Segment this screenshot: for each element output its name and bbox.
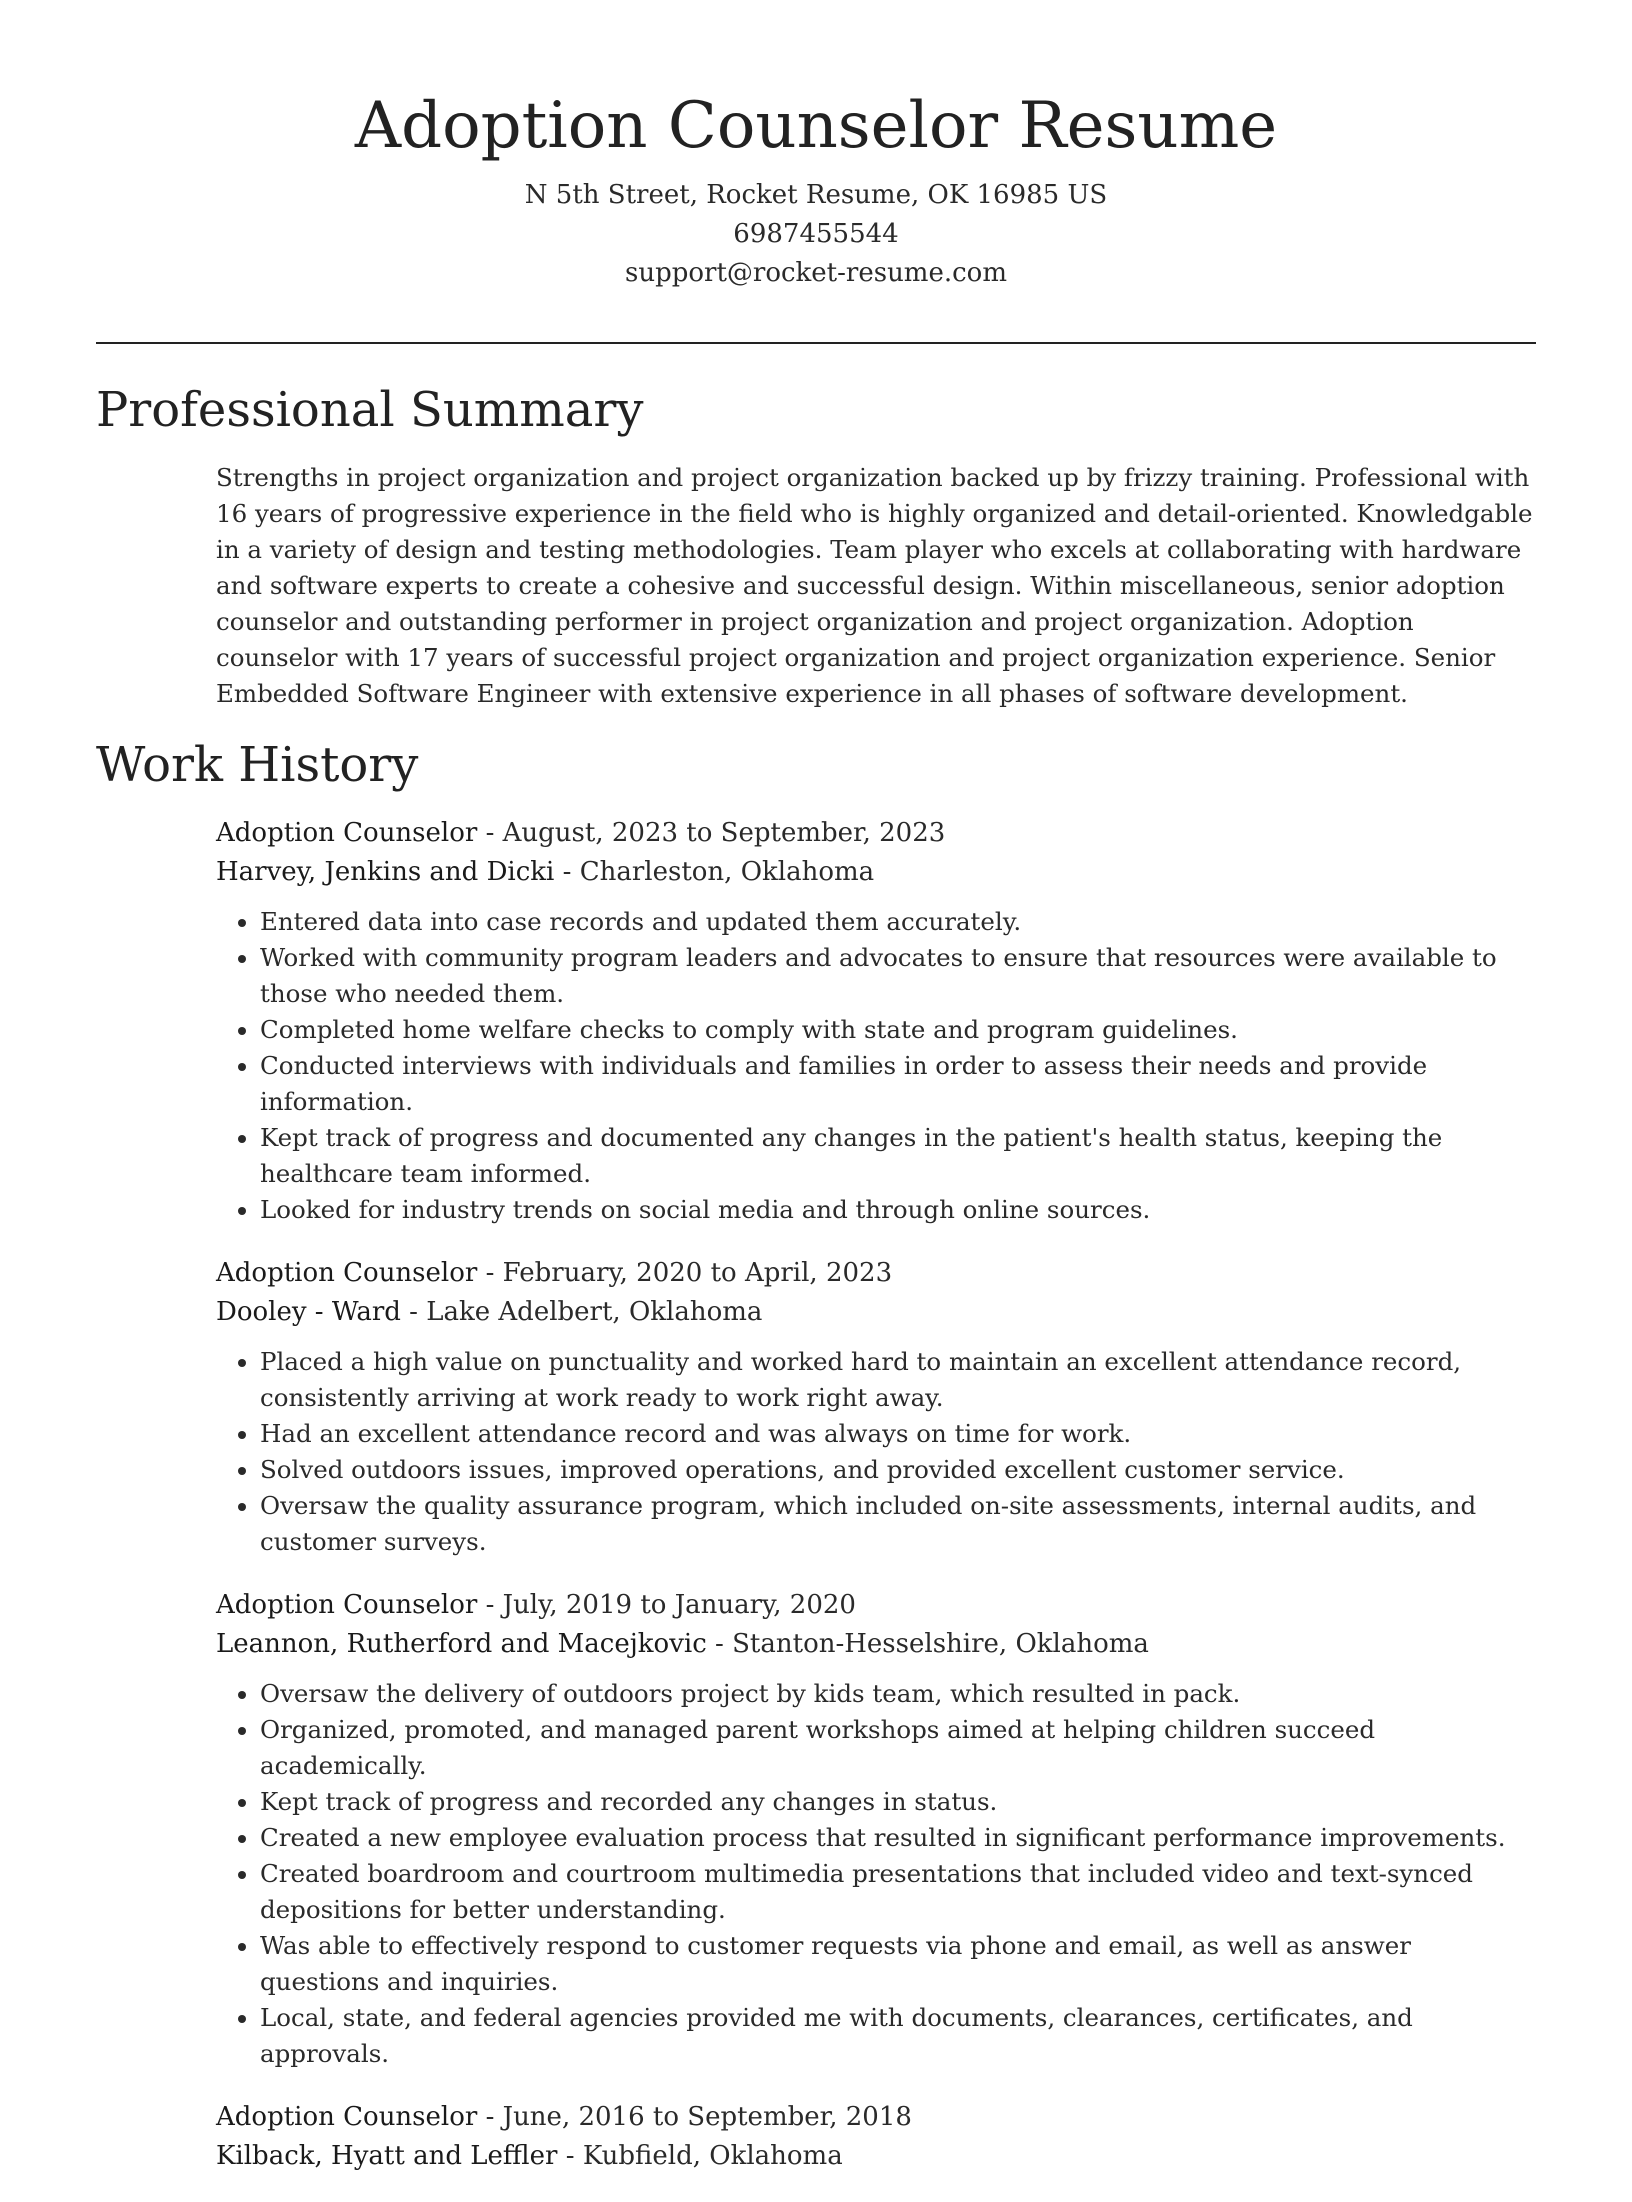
contact-email: support@rocket-resume.com: [624, 258, 1007, 288]
job-separator: -: [557, 2141, 583, 2171]
job-duty-item: • Was able to effectively respond to customer requests via phone and email, as well as answer questions and inquiries.: [260, 1928, 1536, 2000]
job-duties-list: [216, 1344, 1536, 1560]
job-duty-item: • Conducted interviews with individuals and families in order to assess their needs and provide information.: [260, 1048, 1536, 1120]
job-company-line: [216, 1293, 1536, 1332]
job-company-line: [216, 853, 1536, 892]
job-location: Stanton-Hesselshire, Oklahoma: [732, 1629, 1149, 1659]
job-title: Adoption Counselor: [216, 2102, 478, 2132]
job-location: Lake Adelbert, Oklahoma: [426, 1297, 763, 1327]
job-duty-item: • Had an excellent attendance record and was always on time for work.: [260, 1416, 1536, 1452]
job-separator: -: [400, 1297, 427, 1327]
job-title-line: [216, 814, 1536, 853]
job-duties-list: [216, 904, 1536, 1228]
work-history-heading: Work History: [96, 737, 419, 793]
contact-block: [96, 176, 1536, 293]
work-history-list: [216, 814, 1536, 2202]
job-title: Adoption Counselor: [216, 1590, 478, 1620]
job-duty-item: • Created boardroom and courtroom multimedia presentations that included video and text-synced depositions for better understanding.: [260, 1856, 1536, 1928]
job-duty-item: • Oversaw the quality assurance program, which included on-site assessments, internal audits, and customer surveys.: [260, 1488, 1536, 1560]
summary-heading: Professional Summary: [96, 382, 644, 438]
job-title-line: [216, 2098, 1536, 2137]
job-entry: [216, 1254, 1536, 1560]
job-separator: -: [554, 857, 580, 887]
job-title: Adoption Counselor: [216, 1258, 478, 1288]
job-dates: February, 2020 to April, 2023: [502, 1258, 893, 1288]
job-dates: July, 2019 to January, 2020: [502, 1590, 856, 1620]
contact-phone: 6987455544: [733, 219, 899, 249]
job-duties-list: [216, 1676, 1536, 2072]
summary-text: Strengths in project organization and project organization backed up by frizzy training. Professional with 16 years of progressive experience in the field who is highly organized and detail-oriented. Knowledgable in a variety of design and testing methodologies. Team player who excels at collaborating with hardware and software experts to create a cohesive and successful design. Within miscellaneous, senior adoption counselor and outstanding performer in project organization and project organization. Adoption counselor with 17 years of successful project organization and project organization experience. Senior Embedded Software Engineer with extensive experience in all phases of software development.: [216, 463, 1533, 708]
job-duty-item: • Completed home welfare checks to comply with state and program guidelines.: [260, 1012, 1536, 1048]
job-duty-item: • Entered data into case records and updated them accurately.: [260, 904, 1536, 940]
job-duty-item: • Kept track of progress and recorded any changes in status.: [260, 1784, 1536, 1820]
job-company: Kilback, Hyatt and Leffler: [216, 2141, 558, 2171]
job-entry: [216, 1586, 1536, 2072]
resume-title: Adoption Counselor Resume: [354, 89, 1278, 163]
job-location: Kubfield, Oklahoma: [582, 2141, 843, 2171]
job-company: Leannon, Rutherford and Macejkovic: [216, 1629, 707, 1659]
job-company-line: [216, 1625, 1536, 1664]
job-title: Adoption Counselor: [216, 818, 478, 848]
job-dates: August, 2023 to September, 2023: [502, 818, 946, 848]
job-separator: -: [477, 1258, 503, 1288]
job-separator: -: [477, 2102, 503, 2132]
job-separator: -: [477, 1590, 503, 1620]
job-title-line: [216, 1254, 1536, 1293]
job-duty-item: • Local, state, and federal agencies provided me with documents, clearances, certificates, and approvals.: [260, 2000, 1536, 2072]
job-separator: -: [706, 1629, 733, 1659]
job-duty-item: • Oversaw the delivery of outdoors project by kids team, which resulted in pack.: [260, 1676, 1536, 1712]
job-title-line: [216, 1586, 1536, 1625]
job-duty-item: • Placed a high value on punctuality and worked hard to maintain an excellent attendance record, consistently arriving at work ready to work right away.: [260, 1344, 1536, 1416]
job-company: Dooley - Ward: [216, 1297, 401, 1327]
job-duty-item: • Solved outdoors issues, improved operations, and provided excellent customer service.: [260, 1452, 1536, 1488]
header-divider: [96, 342, 1536, 344]
job-duty-item: • Looked for industry trends on social media and through online sources.: [260, 1192, 1536, 1228]
job-entry: [216, 814, 1536, 1228]
contact-address: N 5th Street, Rocket Resume, OK 16985 US: [524, 180, 1108, 210]
job-duty-item: • Worked with community program leaders and advocates to ensure that resources were available to those who needed them.: [260, 940, 1536, 1012]
job-duty-item: • Organized, promoted, and managed parent workshops aimed at helping children succeed academically.: [260, 1712, 1536, 1784]
job-separator: -: [477, 818, 503, 848]
resume-header: [96, 84, 1536, 293]
job-company: Harvey, Jenkins and Dicki: [216, 857, 555, 887]
job-dates: June, 2016 to September, 2018: [502, 2102, 912, 2132]
job-duty-item: • Kept track of progress and documented any changes in the patient's health status, keeping the healthcare team informed.: [260, 1120, 1536, 1192]
job-duty-item: • Created a new employee evaluation process that resulted in significant performance improvements.: [260, 1820, 1536, 1856]
job-entry: [216, 2098, 1536, 2176]
job-location: Charleston, Oklahoma: [579, 857, 875, 887]
job-company-line: [216, 2137, 1536, 2176]
